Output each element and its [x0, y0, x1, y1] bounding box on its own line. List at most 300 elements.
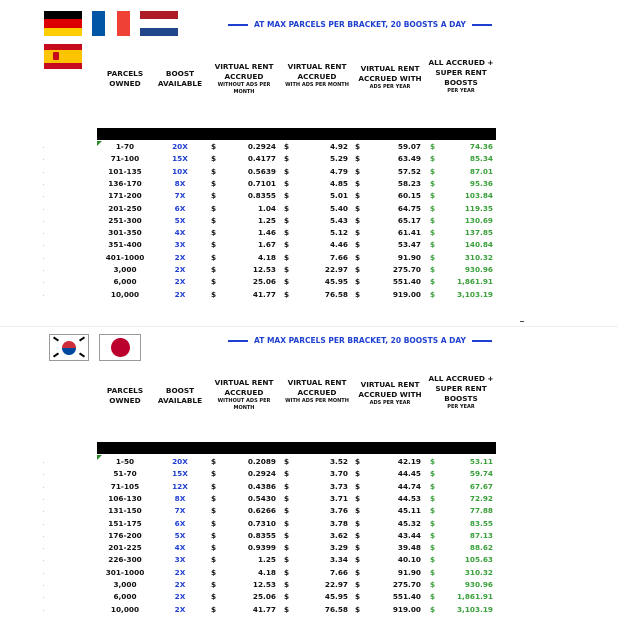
rent-ads-cell: 3.71 — [329, 493, 348, 503]
parcels-cell: 51-70 — [113, 469, 137, 479]
currency-symbol: $ — [430, 191, 436, 201]
parcels-cell: 151-175 — [108, 518, 142, 528]
currency-symbol: $ — [284, 203, 290, 213]
parcels-cell: 301-350 — [108, 228, 142, 238]
banner-text: AT MAX PARCELS PER BRACKET, 20 BOOSTS A DAY — [254, 20, 466, 29]
rent-no-ads-cell: 25.06 — [252, 277, 276, 287]
currency-symbol: $ — [355, 178, 361, 188]
rent-no-ads-cell: 1.25 — [257, 215, 276, 225]
currency-symbol: $ — [211, 215, 217, 225]
header-rent-no-ads-title: VIRTUAL RENT ACCRUED — [214, 62, 274, 81]
rent-year-cell: 64.75 — [397, 203, 421, 213]
currency-symbol: $ — [284, 178, 290, 188]
table-row — [0, 604, 618, 616]
rent-ads-cell: 7.66 — [329, 252, 348, 262]
rent-ads-cell: 45.95 — [324, 277, 348, 287]
boost-cell: 7X — [174, 506, 186, 516]
currency-symbol: $ — [430, 457, 436, 466]
rent-no-ads-cell: 25.06 — [252, 592, 276, 602]
banner-dash-left — [228, 340, 248, 342]
total-cell: 87.01 — [469, 166, 493, 176]
margin-tick — [43, 487, 44, 488]
rent-no-ads-cell: 0.8355 — [247, 191, 276, 201]
margin-tick — [43, 610, 44, 611]
table-row — [0, 264, 618, 276]
boost-cell: 20X — [172, 142, 188, 151]
rent-year-cell: 91.90 — [397, 567, 421, 577]
header-total — [425, 374, 497, 411]
margin-tick — [43, 585, 44, 586]
currency-symbol: $ — [355, 481, 361, 491]
parcels-cell: 401-1000 — [105, 252, 145, 262]
currency-symbol: $ — [211, 178, 217, 188]
japan-flag — [99, 334, 141, 361]
header-total-title: ALL ACCRUED + SUPER RENT BOOSTS — [428, 58, 494, 87]
table-row — [0, 203, 618, 215]
currency-symbol: $ — [430, 203, 436, 213]
banner-text: AT MAX PARCELS PER BRACKET, 20 BOOSTS A DAY — [254, 336, 466, 345]
table-header-bar — [97, 128, 496, 140]
total-cell: 119.35 — [464, 203, 493, 213]
currency-symbol: $ — [355, 555, 361, 565]
currency-symbol: $ — [284, 215, 290, 225]
currency-symbol: $ — [355, 289, 361, 299]
header-boost-available: BOOST AVAILABLE — [157, 69, 203, 88]
boost-cell: 3X — [174, 240, 186, 250]
rent-ads-cell: 45.95 — [324, 592, 348, 602]
currency-symbol: $ — [211, 203, 217, 213]
header-rent-year-title: VIRTUAL RENT ACCRUED WITH — [358, 64, 422, 83]
table-row — [0, 276, 618, 288]
currency-symbol: $ — [355, 154, 361, 164]
currency-symbol: $ — [430, 580, 436, 589]
currency-symbol: $ — [355, 240, 361, 250]
rent-year-cell: 40.10 — [397, 555, 421, 565]
rent-ads-cell: 7.66 — [329, 567, 348, 577]
currency-symbol: $ — [284, 166, 290, 176]
rent-ads-cell: 5.01 — [329, 191, 348, 201]
netherlands-flag — [140, 11, 178, 36]
currency-symbol: $ — [284, 580, 290, 589]
rent-year-cell: 919.00 — [392, 289, 421, 299]
rent-year-cell: 65.17 — [397, 215, 421, 225]
parcels-cell: 71-100 — [110, 154, 140, 164]
header-rent-ads-sub: WITH ADS PER MONTH — [285, 398, 349, 404]
header-rent-ads-sub: WITH ADS PER MONTH — [285, 82, 349, 88]
total-cell: 88.62 — [469, 543, 493, 553]
rent-year-cell: 44.53 — [397, 493, 421, 503]
rent-ads-cell: 5.29 — [329, 154, 348, 164]
currency-symbol: $ — [430, 543, 436, 553]
margin-tick — [43, 524, 44, 525]
table-row — [0, 227, 618, 239]
margin-tick — [43, 536, 44, 537]
table-row — [0, 166, 618, 178]
rent-year-cell: 919.00 — [392, 604, 421, 614]
header-parcels-owned: PARCELS OWNED — [106, 386, 144, 405]
currency-symbol: $ — [430, 215, 436, 225]
rent-ads-cell: 76.58 — [324, 289, 348, 299]
spain-flag — [44, 44, 82, 69]
boost-cell: 8X — [174, 178, 186, 188]
currency-symbol: $ — [430, 555, 436, 565]
margin-tick — [43, 233, 44, 234]
currency-symbol: $ — [284, 592, 290, 602]
boost-cell: 8X — [174, 493, 186, 503]
margin-tick — [43, 560, 44, 561]
currency-symbol: $ — [211, 555, 217, 565]
currency-symbol: $ — [211, 240, 217, 250]
currency-symbol: $ — [211, 191, 217, 201]
currency-symbol: $ — [355, 457, 361, 466]
parcels-cell: 6,000 — [113, 592, 137, 602]
currency-symbol: $ — [430, 518, 436, 528]
total-cell: 930.96 — [464, 580, 493, 589]
currency-symbol: $ — [211, 604, 217, 614]
total-cell: 105.63 — [464, 555, 493, 565]
table-row — [0, 289, 618, 301]
asia-section — [0, 326, 618, 641]
currency-symbol: $ — [284, 191, 290, 201]
table-row — [0, 579, 618, 591]
rent-no-ads-cell: 0.2924 — [247, 469, 276, 479]
currency-symbol: $ — [355, 543, 361, 553]
header-rent-year-title: VIRTUAL RENT ACCRUED WITH — [358, 380, 422, 399]
margin-tick — [43, 209, 44, 210]
rent-no-ads-cell: 1.67 — [257, 240, 276, 250]
currency-symbol: $ — [211, 228, 217, 238]
table-row — [0, 239, 618, 251]
rent-ads-cell: 3.73 — [329, 481, 348, 491]
parcels-cell: 101-135 — [108, 166, 142, 176]
rent-no-ads-cell: 0.4177 — [247, 154, 276, 164]
rent-ads-cell: 3.34 — [329, 555, 348, 565]
currency-symbol: $ — [211, 580, 217, 589]
parcels-cell: 3,000 — [113, 265, 137, 274]
boost-cell: 2X — [174, 252, 186, 262]
header-total — [425, 58, 497, 95]
currency-symbol: $ — [284, 142, 290, 151]
currency-symbol: $ — [430, 493, 436, 503]
header-rent-ads-title: VIRTUAL RENT ACCRUED — [287, 378, 347, 397]
rent-year-cell: 60.15 — [397, 191, 421, 201]
currency-symbol: $ — [355, 228, 361, 238]
total-cell: 53.11 — [469, 457, 493, 466]
rent-no-ads-cell: 1.04 — [257, 203, 276, 213]
currency-symbol: $ — [284, 530, 290, 540]
total-cell: 72.92 — [469, 493, 493, 503]
header-total-sub: PER YEAR — [447, 88, 475, 94]
table-row — [0, 554, 618, 566]
rent-year-cell: 275.70 — [392, 265, 421, 274]
header-rent-year-sub: ADS PER YEAR — [369, 84, 411, 90]
boost-cell: 3X — [174, 555, 186, 565]
rent-ads-cell: 3.70 — [329, 469, 348, 479]
total-cell: 130.69 — [464, 215, 493, 225]
table-row — [0, 481, 618, 493]
germany-flag — [44, 11, 82, 36]
rent-ads-cell: 4.46 — [329, 240, 348, 250]
rent-year-cell: 57.52 — [397, 166, 421, 176]
parcels-cell: 131-150 — [108, 506, 142, 516]
rent-year-cell: 44.45 — [397, 469, 421, 479]
boost-cell: 20X — [172, 457, 188, 466]
currency-symbol: $ — [430, 604, 436, 614]
rent-year-cell: 39.48 — [397, 543, 421, 553]
currency-symbol: $ — [355, 506, 361, 516]
boost-cell: 2X — [174, 592, 186, 602]
table-row — [0, 518, 618, 530]
rent-no-ads-cell: 0.7101 — [247, 178, 276, 188]
currency-symbol: $ — [284, 277, 290, 287]
rent-year-cell: 43.44 — [397, 530, 421, 540]
currency-symbol: $ — [355, 142, 361, 151]
currency-symbol: $ — [284, 604, 290, 614]
total-cell: 103.84 — [464, 191, 493, 201]
currency-symbol: $ — [355, 203, 361, 213]
margin-tick — [43, 282, 44, 283]
margin-tick — [43, 159, 44, 160]
total-cell: 83.55 — [469, 518, 493, 528]
currency-symbol: $ — [430, 289, 436, 299]
parcels-cell: 251-300 — [108, 215, 142, 225]
rent-ads-cell: 3.76 — [329, 506, 348, 516]
currency-symbol: $ — [430, 481, 436, 491]
parcels-cell: 1-50 — [115, 457, 135, 466]
table-row — [0, 591, 618, 603]
rent-ads-cell: 4.85 — [329, 178, 348, 188]
parcels-cell: 301-1000 — [105, 567, 145, 577]
south-korea-flag — [49, 334, 89, 361]
rent-no-ads-cell: 1.46 — [257, 228, 276, 238]
boost-cell: 7X — [174, 191, 186, 201]
currency-symbol: $ — [355, 530, 361, 540]
currency-symbol: $ — [211, 469, 217, 479]
total-cell: 140.84 — [464, 240, 493, 250]
currency-symbol: $ — [430, 592, 436, 602]
currency-symbol: $ — [355, 493, 361, 503]
total-cell: 1,861.91 — [456, 592, 493, 602]
boost-cell: 2X — [174, 567, 186, 577]
total-cell: 67.67 — [469, 481, 493, 491]
table-row — [0, 153, 618, 165]
table-row — [0, 178, 618, 190]
rent-ads-cell: 3.62 — [329, 530, 348, 540]
rent-no-ads-cell: 41.77 — [252, 604, 276, 614]
header-parcels-owned: PARCELS OWNED — [106, 69, 144, 88]
currency-symbol: $ — [284, 481, 290, 491]
parcels-cell: 6,000 — [113, 277, 137, 287]
rent-no-ads-cell: 4.18 — [257, 252, 276, 262]
eu-section — [0, 0, 618, 320]
boost-cell: 10X — [172, 166, 188, 176]
currency-symbol: $ — [355, 265, 361, 274]
currency-symbol: $ — [430, 228, 436, 238]
rent-year-cell: 45.11 — [397, 506, 421, 516]
parcels-cell: 226-300 — [108, 555, 142, 565]
rent-no-ads-cell: 0.5430 — [247, 493, 276, 503]
rent-no-ads-cell: 0.6266 — [247, 506, 276, 516]
header-rent-year-sub: ADS PER YEAR — [369, 400, 411, 406]
boost-cell: 2X — [174, 265, 186, 274]
rent-ads-cell: 3.52 — [329, 457, 348, 466]
currency-symbol: $ — [211, 457, 217, 466]
parcels-cell: 10,000 — [110, 604, 140, 614]
currency-symbol: $ — [355, 567, 361, 577]
margin-tick — [43, 147, 44, 148]
currency-symbol: $ — [355, 277, 361, 287]
currency-symbol: $ — [355, 166, 361, 176]
currency-symbol: $ — [430, 166, 436, 176]
rent-year-cell: 59.07 — [397, 142, 421, 151]
currency-symbol: $ — [284, 493, 290, 503]
currency-symbol: $ — [211, 518, 217, 528]
currency-symbol: $ — [430, 252, 436, 262]
header-rent-no-ads-title: VIRTUAL RENT ACCRUED — [214, 378, 274, 397]
currency-symbol: $ — [284, 240, 290, 250]
currency-symbol: $ — [284, 457, 290, 466]
currency-symbol: $ — [430, 154, 436, 164]
header-rent-year — [355, 64, 425, 91]
margin-tick — [43, 270, 44, 271]
rent-no-ads-cell: 1.25 — [257, 555, 276, 565]
currency-symbol: $ — [284, 518, 290, 528]
header-rent-ads — [282, 378, 352, 405]
banner-dash-right — [472, 24, 492, 26]
header-total-sub: PER YEAR — [447, 404, 475, 410]
currency-symbol: $ — [430, 567, 436, 577]
boost-cell: 6X — [174, 518, 186, 528]
table-row — [0, 505, 618, 517]
margin-tick — [43, 511, 44, 512]
rent-year-cell: 58.23 — [397, 178, 421, 188]
rent-ads-cell: 4.92 — [329, 142, 348, 151]
total-cell: 137.85 — [464, 228, 493, 238]
total-cell: 930.96 — [464, 265, 493, 274]
rent-year-cell: 44.74 — [397, 481, 421, 491]
currency-symbol: $ — [355, 252, 361, 262]
table-row — [0, 542, 618, 554]
rent-ads-cell: 5.43 — [329, 215, 348, 225]
rent-no-ads-cell: 0.2924 — [247, 142, 276, 151]
rent-year-cell: 275.70 — [392, 580, 421, 589]
currency-symbol: $ — [355, 215, 361, 225]
boost-cell: 4X — [174, 228, 186, 238]
margin-tick — [43, 258, 44, 259]
currency-symbol: $ — [430, 240, 436, 250]
parcels-cell: 176-200 — [108, 530, 142, 540]
table-row — [0, 456, 618, 468]
currency-symbol: $ — [430, 265, 436, 274]
header-rent-year — [355, 380, 425, 407]
total-cell: 1,861.91 — [456, 277, 493, 287]
rent-year-cell: 551.40 — [392, 592, 421, 602]
margin-tick — [43, 548, 44, 549]
header-rent-no-ads — [210, 378, 278, 412]
currency-symbol: $ — [284, 567, 290, 577]
boost-cell: 12X — [172, 481, 188, 491]
currency-symbol: $ — [211, 493, 217, 503]
rent-year-cell: 45.32 — [397, 518, 421, 528]
table-row — [0, 252, 618, 264]
rent-ads-cell: 76.58 — [324, 604, 348, 614]
margin-tick — [43, 221, 44, 222]
rent-no-ads-cell: 12.53 — [252, 580, 276, 589]
rent-ads-cell: 3.78 — [329, 518, 348, 528]
rent-ads-cell: 22.97 — [324, 265, 348, 274]
currency-symbol: $ — [355, 580, 361, 589]
parcels-cell: 106-130 — [108, 493, 142, 503]
total-cell: 74.36 — [469, 142, 493, 151]
rent-ads-cell: 22.97 — [324, 580, 348, 589]
header-rent-ads-title: VIRTUAL RENT ACCRUED — [287, 62, 347, 81]
rent-ads-cell: 5.40 — [329, 203, 348, 213]
parcels-cell: 201-250 — [108, 203, 142, 213]
table-row — [0, 493, 618, 505]
currency-symbol: $ — [284, 469, 290, 479]
total-cell: 87.13 — [469, 530, 493, 540]
margin-tick — [43, 172, 44, 173]
total-cell: 310.32 — [464, 252, 493, 262]
table-row — [0, 190, 618, 202]
boost-cell: 6X — [174, 203, 186, 213]
boost-cell: 2X — [174, 277, 186, 287]
parcels-cell: 10,000 — [110, 289, 140, 299]
rent-no-ads-cell: 0.9399 — [247, 543, 276, 553]
header-boost-available: BOOST AVAILABLE — [157, 386, 203, 405]
currency-symbol: $ — [284, 252, 290, 262]
parcels-cell: 136-170 — [108, 178, 142, 188]
currency-symbol: $ — [211, 592, 217, 602]
boost-cell: 5X — [174, 530, 186, 540]
currency-symbol: $ — [284, 289, 290, 299]
rent-year-cell: 91.90 — [397, 252, 421, 262]
total-cell: 77.88 — [469, 506, 493, 516]
currency-symbol: $ — [430, 469, 436, 479]
rent-year-cell: 63.49 — [397, 154, 421, 164]
currency-symbol: $ — [430, 277, 436, 287]
table-row — [0, 530, 618, 542]
rent-ads-cell: 3.29 — [329, 543, 348, 553]
currency-symbol: $ — [284, 506, 290, 516]
rent-year-cell: 42.19 — [397, 457, 421, 466]
total-cell: 3,103.19 — [456, 289, 493, 299]
boost-cell: 15X — [172, 154, 188, 164]
table-row — [0, 468, 618, 480]
currency-symbol: $ — [355, 191, 361, 201]
currency-symbol: $ — [211, 289, 217, 299]
rent-no-ads-cell: 4.18 — [257, 567, 276, 577]
rent-ads-cell: 5.12 — [329, 228, 348, 238]
header-rent-no-ads-sub: WITHOUT ADS PER MONTH — [217, 398, 271, 411]
parcels-cell: 3,000 — [113, 580, 137, 589]
boost-cell: 5X — [174, 215, 186, 225]
parcels-cell: 1-70 — [115, 142, 135, 151]
currency-symbol: $ — [211, 567, 217, 577]
currency-symbol: $ — [355, 592, 361, 602]
margin-tick — [43, 462, 44, 463]
margin-tick — [43, 474, 44, 475]
total-cell: 3,103.19 — [456, 604, 493, 614]
table-row — [0, 215, 618, 227]
rent-no-ads-cell: 41.77 — [252, 289, 276, 299]
banner-dash-left — [228, 24, 248, 26]
boost-cell: 4X — [174, 543, 186, 553]
rent-no-ads-cell: 0.4386 — [247, 481, 276, 491]
total-cell: 59.74 — [469, 469, 493, 479]
currency-symbol: $ — [211, 506, 217, 516]
table-row — [0, 141, 618, 153]
